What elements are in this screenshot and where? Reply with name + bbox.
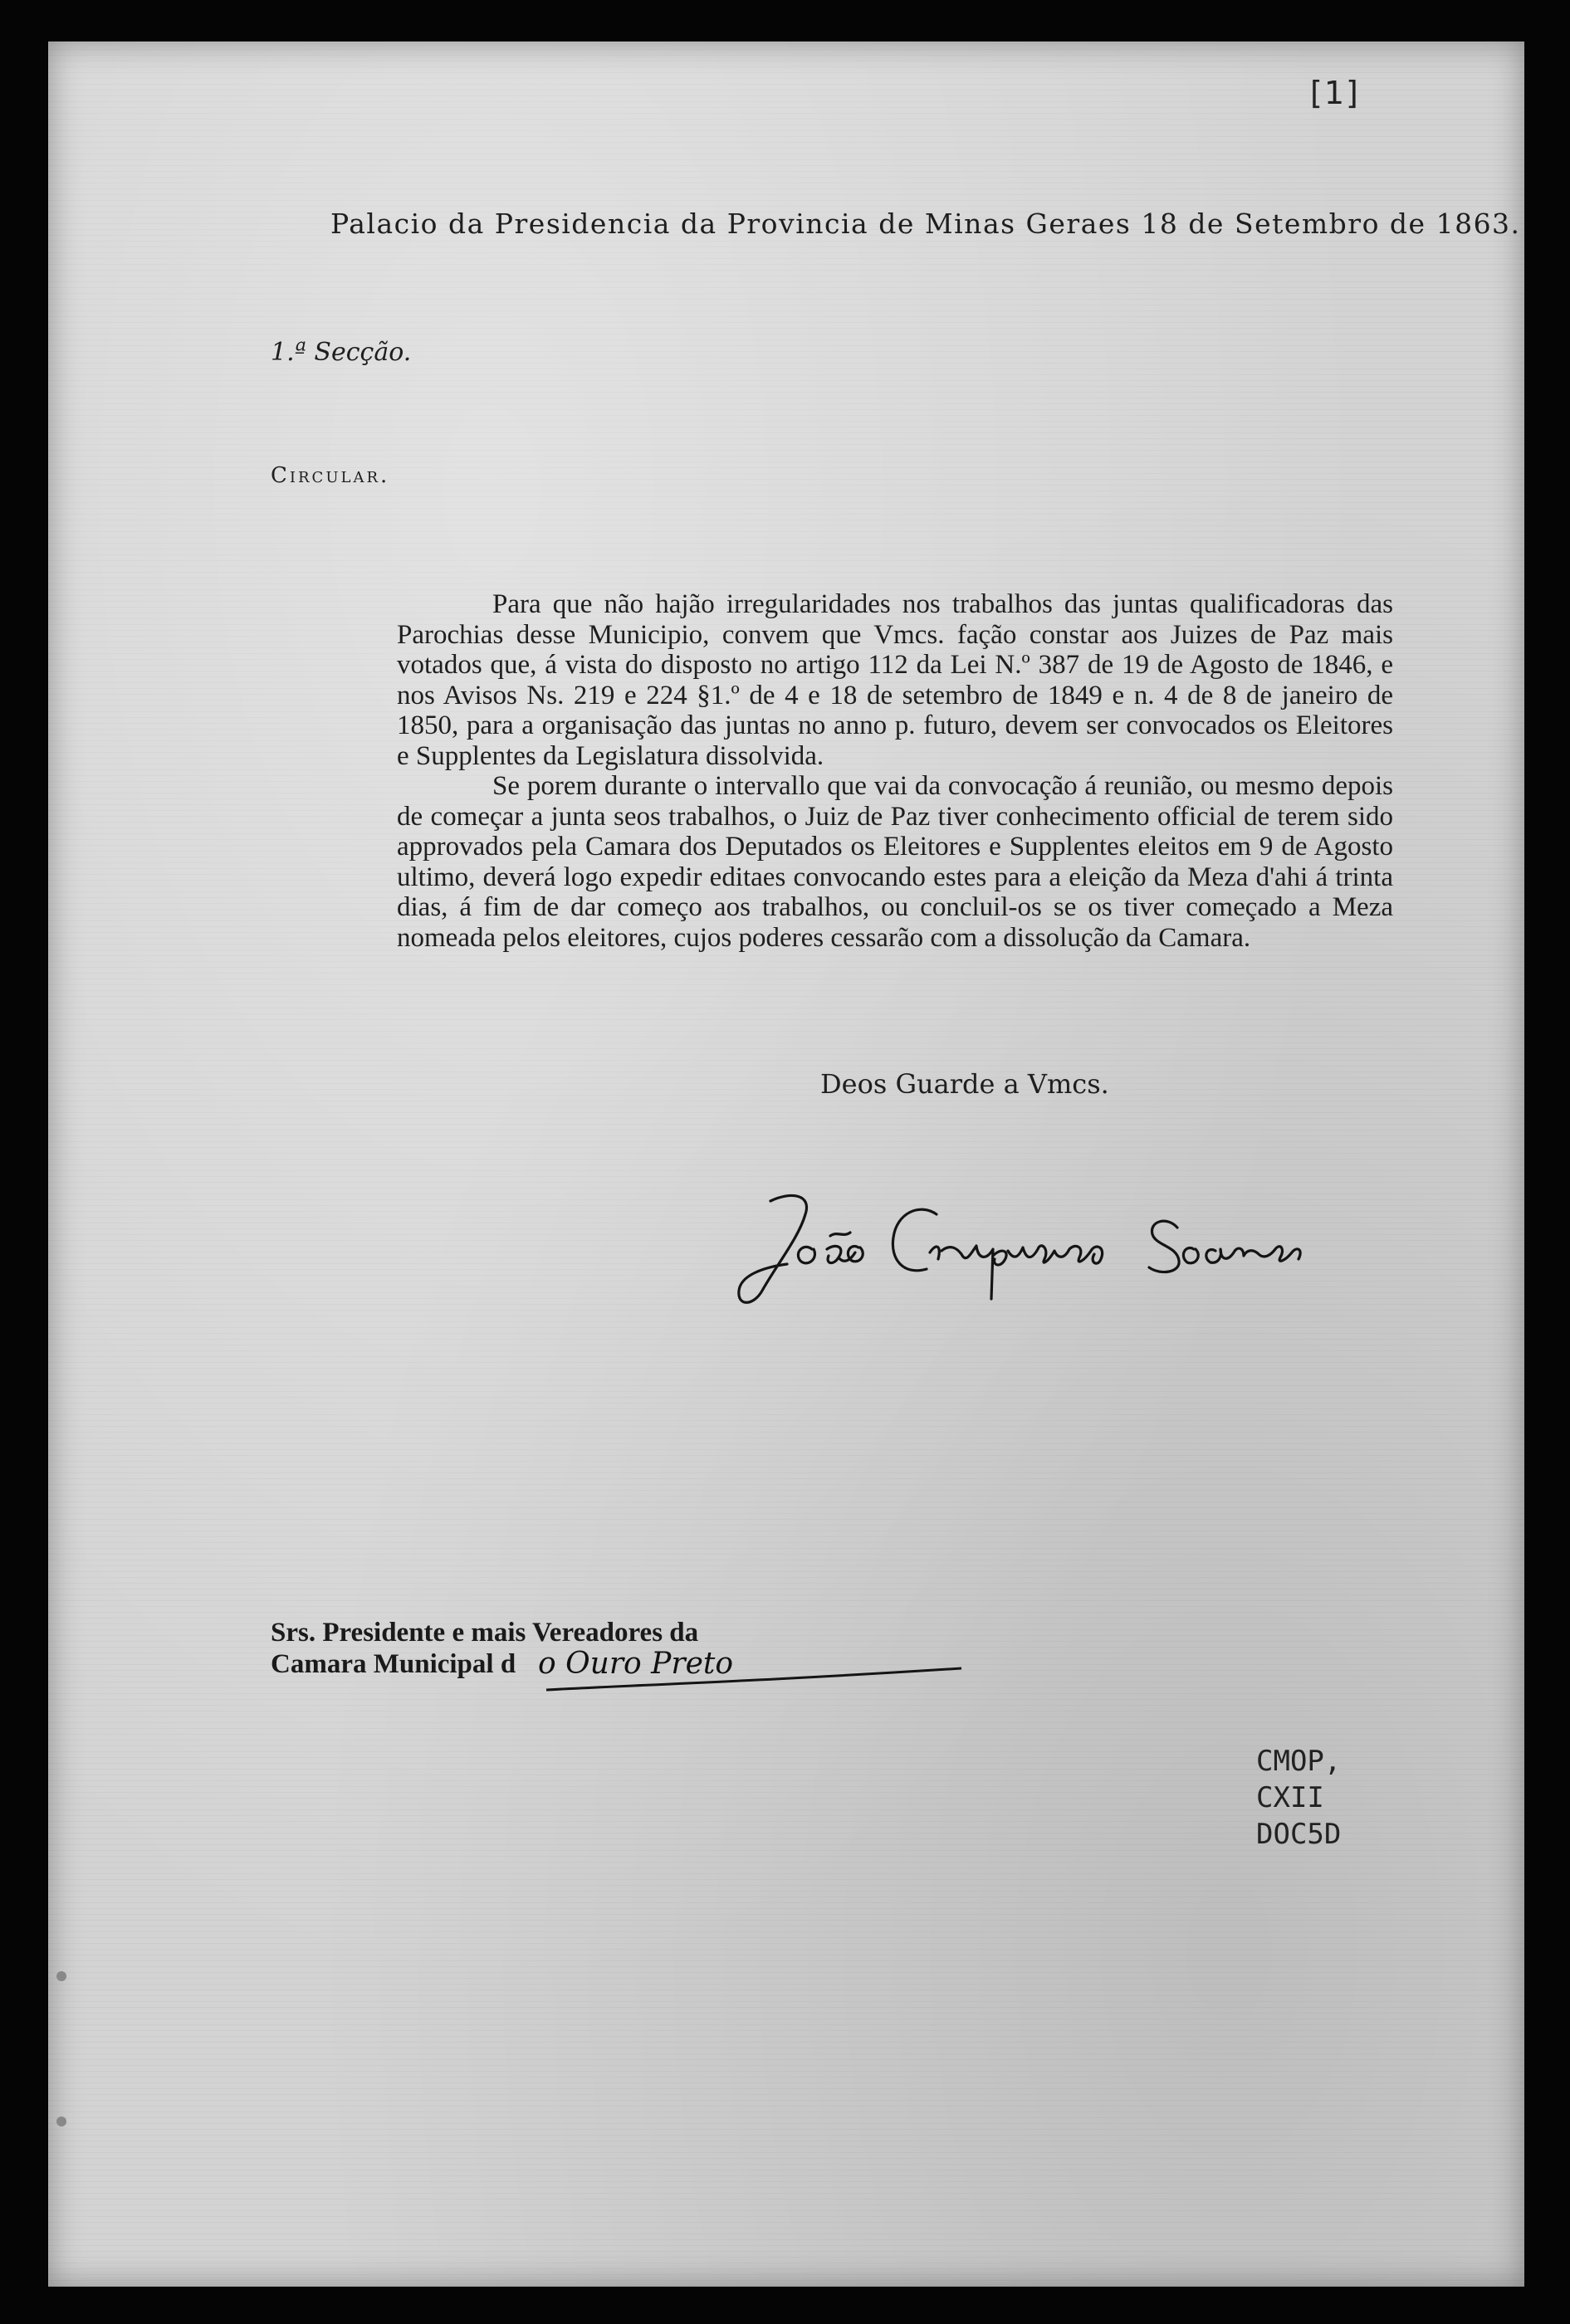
catalog-line-1: CMOP, xyxy=(1256,1745,1342,1778)
binding-hole xyxy=(56,1971,66,1981)
place-date-line: Palacio da Presidencia da Provincia de Minas Geraes 18 de Setembro de 1863. xyxy=(330,208,1521,240)
body-paragraph-1: Para que não hajão irregularidades nos trabalhos das juntas qualificadoras das Parochias desse Municipio, convem que Vmcs. fação constar aos Juizes de Paz mais votados que, á vista do disposto no artigo 112 da Lei N.º 387 de 19 de Agosto de 1846, e nos Avisos Ns. 219 e 224 §1.º de 4 e 18 de setembro de 1849 e n. 4 de 8 de janeiro de 1850, para a organisação das juntas no anno p. futuro, devem ser convocados os Eleitores e Supplentes da Legislatura dissolvida. xyxy=(397,589,1393,771)
archive-page-number: [1] xyxy=(1310,75,1360,111)
addressee-line-2: Camara Municipal d xyxy=(271,1649,516,1679)
section-label: 1.ª Secção. xyxy=(271,338,412,367)
handwritten-signature xyxy=(712,1166,1410,1319)
circular-label: Circular. xyxy=(271,463,390,488)
letter-body xyxy=(397,589,1393,953)
signature-drawing xyxy=(712,1166,1410,1316)
archive-catalog-note xyxy=(1256,1743,1341,1853)
closing-salutation: Deos Guarde a Vmcs. xyxy=(820,1068,1109,1100)
binding-hole xyxy=(56,2116,66,2126)
catalog-line-2: CXII xyxy=(1256,1781,1324,1814)
addressee-line-1: Srs. Presidente e mais Vereadores da xyxy=(271,1618,699,1648)
document-page xyxy=(48,42,1524,2287)
handwritten-underline xyxy=(538,1643,970,1710)
handwritten-place-name: o Ouro Preto xyxy=(538,1647,734,1681)
body-paragraph-2: Se porem durante o intervallo que vai da convocação á reunião, ou mesmo depois de começar a junta seos trabalhos, o Juiz de Paz tiver conhecimento official de terem sido approvados pela Camara dos Deputados os Eleitores e Supplentes eleitos em 9 de Agosto ultimo, deverá logo expedir editaes convocando estes para a eleição da Meza d'ahi á trinta dias, á fim de dar começo aos trabalhos, ou concluil-os se os tiver começado a Meza nomeada pelos eleitores, cujos poderes cessarão com a dissolução da Camara. xyxy=(397,771,1393,953)
catalog-line-3: DOC5D xyxy=(1256,1818,1342,1851)
